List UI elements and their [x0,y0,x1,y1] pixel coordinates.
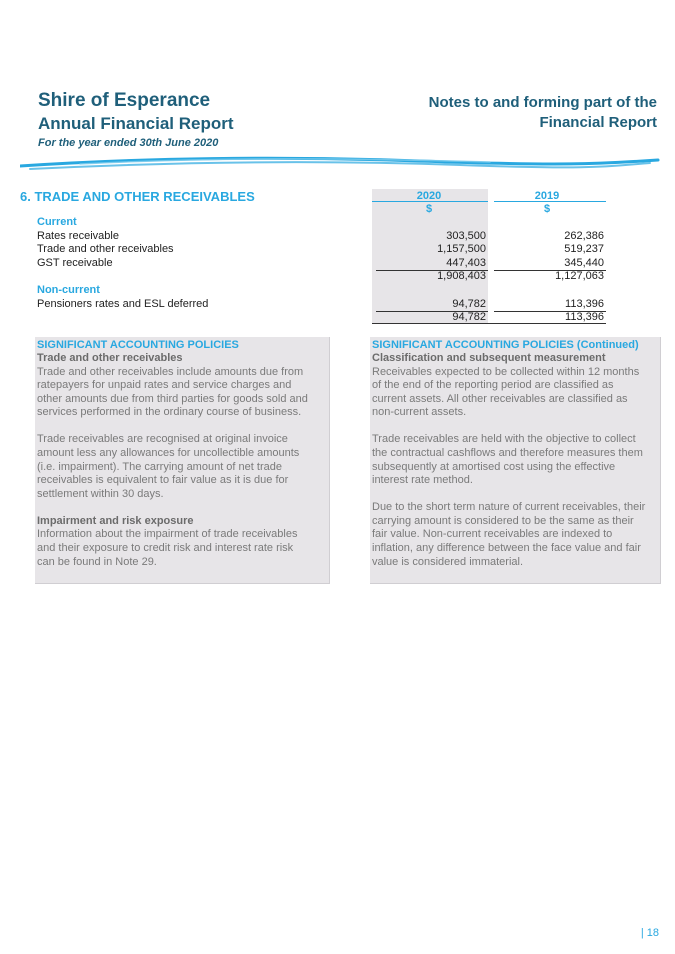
text-line: Trade receivables are recognised at original invoice [37,433,288,446]
row-label: Rates receivable [37,230,119,242]
row-value-2020: 94,782 [452,298,486,310]
policies-paragraph [372,501,660,569]
policies-paragraph [37,528,329,569]
section-title: 6. TRADE AND OTHER RECEIVABLES [20,189,255,204]
text-line: current assets. All other receivables are classified as [372,392,628,405]
text-line: Due to the short term nature of current receivables, their [372,501,646,514]
row-value-2020: 447,403 [446,257,486,269]
column-header-rule-2020 [372,201,488,202]
currency-2020: $ [425,203,433,215]
text-line: Trade and other receivables include amounts due from [37,365,304,378]
notes-title [357,93,657,133]
report-period: For the year ended 30th June 2020 [38,137,219,149]
text-line: inflation, any difference between the face value and fair [372,542,641,555]
text-line: fair value. Non-current receivables are indexed to [372,528,613,541]
policies-subheading: Impairment and risk exposure [37,514,194,527]
text-line: Trade receivables are held with the objective to collect [372,433,636,446]
page-number: | 18 [640,927,659,939]
report-header [38,89,234,149]
notes-title-line2: Financial Report [539,114,657,131]
text-line: value is considered immaterial. [372,555,524,568]
text-line: non-current assets. [372,406,467,419]
row-value-2019: 262,386 [564,230,604,242]
noncurrent-total-2019: 113,396 [565,311,604,323]
policies-paragraph [372,433,660,487]
current-total-2019: 1,127,063 [555,270,604,282]
text-line: Receivables expected to be collected within 12 months [372,365,640,378]
policies-paragraph [37,366,329,420]
current-heading: Current [37,216,77,228]
row-value-2020: 1,157,500 [437,243,486,255]
policies-heading: SIGNIFICANT ACCOUNTING POLICIES [37,339,239,351]
text-line: and their exposure to credit risk and interest rate risk [37,541,294,554]
policies-subheading: Trade and other receivables [37,352,183,364]
text-line: (i.e. impairment). The carrying amount of net trade [37,460,282,473]
text-line: the contractual cashflows and therefore measures them [372,446,643,459]
organisation-name: Shire of Esperance [38,90,211,111]
report-title: Annual Financial Report [38,114,234,133]
row-value-2019: 519,237 [564,243,604,255]
noncurrent-total-2020: 94,782 [452,311,486,323]
text-line: interest rate method. [372,474,473,487]
text-line: of the end of the reporting period are classified as [372,379,614,392]
text-line: services performed in the ordinary course of business. [37,406,302,419]
row-value-2019: 345,440 [564,257,604,269]
accounting-policies-panel [35,337,330,584]
row-label: Trade and other receivables [37,243,174,255]
policies-subheading: Classification and subsequent measurement [372,352,606,364]
text-line: amount less any allowances for uncollectible amounts [37,446,300,459]
text-line: Information about the impairment of trade receivables [37,528,298,541]
brush-stroke-divider [20,152,660,176]
row-value-2020: 303,500 [446,230,486,242]
text-line: receivables is equivalent to fair value as it is due for [37,474,289,487]
policies-heading: SIGNIFICANT ACCOUNTING POLICIES (Continued) [372,339,639,351]
text-line: other amounts due from third parties for goods sold and [37,392,308,405]
row-label: GST receivable [37,257,113,269]
currency-2019: $ [543,203,551,215]
column-header-rule-2019 [494,201,606,202]
accounting-policies-continued-panel [370,337,661,584]
row-label: Pensioners rates and ESL deferred [37,298,209,310]
bottom-rule [372,323,606,324]
current-total-2020: 1,908,403 [437,270,486,282]
text-line: carrying amount is considered to be the same as their [372,514,634,527]
text-line: can be found in Note 29. [37,555,157,568]
row-value-2019: 113,396 [565,298,604,310]
text-line: settlement within 30 days. [37,487,164,500]
notes-title-line1: Notes to and forming part of the [428,94,657,111]
text-line: subsequently at amortised cost using the effective [372,460,616,473]
policies-paragraph [37,433,329,501]
column-header-2019: 2019 [534,190,560,202]
column-header-2020: 2020 [416,190,442,202]
noncurrent-heading: Non-current [37,284,100,296]
policies-paragraph [372,366,660,420]
text-line: ratepayers for unpaid rates and service charges and [37,379,292,392]
